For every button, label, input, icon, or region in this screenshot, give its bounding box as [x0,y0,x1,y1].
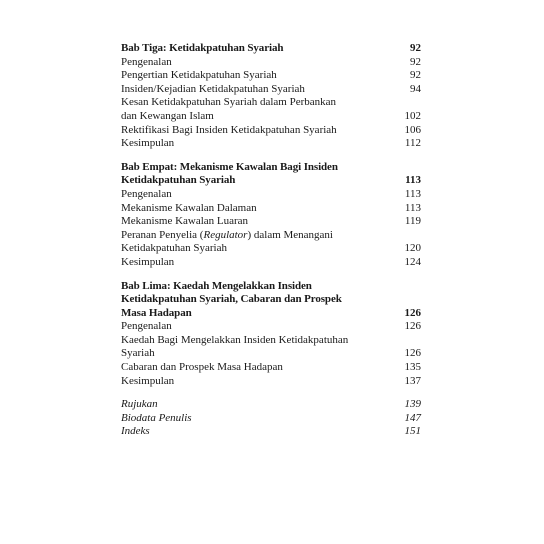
toc-entry [121,361,421,375]
toc-entry [121,188,421,202]
toc-entry [121,375,421,389]
chapter-title: Bab Lima: Kaedah Mengelakkan Insiden Ketidakpatuhan Syariah, Cabaran dan Prospek Masa Hadapan [121,279,342,319]
entry-title: Peranan Penyelia (Regulator) dalam Menangani Ketidakpatuhan Syariah [121,228,333,255]
entry-title: Indeks [121,425,150,438]
entry-page-number: 126 [404,320,421,333]
entry-title: Rujukan [121,398,158,411]
toc-entry [121,334,421,361]
entry-title: Insiden/Kejadian Ketidakpatuhan Syariah [121,82,305,95]
toc-entry [121,202,421,216]
back-matter-entry [121,425,421,439]
entry-page-number: 135 [404,361,421,374]
entry-page-number: 112 [404,137,421,150]
entry-title: Biodata Penulis [121,411,192,424]
toc-entry [121,137,421,151]
toc-entry [121,256,421,270]
back-matter-entry [121,398,421,412]
entry-title: Pengenalan [121,55,172,68]
toc-entry [121,56,421,70]
entry-page-number: 102 [404,109,421,122]
toc-entry [121,69,421,83]
entry-title: Pengertian Ketidakpatuhan Syariah [121,69,277,82]
entry-title: Cabaran dan Prospek Masa Hadapan [121,361,283,374]
chapter-title: Bab Tiga: Ketidakpatuhan Syariah [121,42,284,54]
table-of-contents [121,42,421,439]
chapter-5 [121,280,421,389]
chapter-heading [121,280,421,321]
entry-page-number: 119 [404,215,421,228]
chapter-3 [121,42,421,151]
entry-title: Mekanisme Kawalan Luaran [121,215,249,228]
entry-page-number: 137 [404,374,421,387]
entry-title: Kesimpulan [121,255,175,268]
entry-title: Kesimpulan [121,374,175,387]
entry-title: Kesimpulan [121,137,175,150]
entry-page-number: 151 [404,425,421,438]
entry-title: Rektifikasi Bagi Insiden Ketidakpatuhan Syariah [121,123,337,136]
entry-title: Kaedah Bagi Mengelakkan Insiden Ketidakpatuhan Syariah [121,333,349,360]
entry-page-number: 94 [410,82,421,95]
entry-title: Mekanisme Kawalan Dalaman [121,201,257,214]
emphasis-text: Regulator [203,228,248,241]
entry-page-number: 92 [410,69,421,82]
back-matter-entry [121,412,421,426]
entry-page-number: 92 [410,55,421,68]
toc-entry [121,96,421,123]
chapter-page-number: 113 [405,174,421,187]
chapter-4 [121,161,421,270]
entry-page-number: 113 [404,187,421,200]
entry-title: Kesan Ketidakpatuhan Syariah dalam Perbankan dan Kewangan Islam [121,96,337,122]
entry-page-number: 120 [404,242,421,255]
chapter-page-number: 92 [410,42,421,54]
chapter-title: Bab Empat: Mekanisme Kawalan Bagi Insiden Ketidakpatuhan Syariah [121,160,338,187]
back-matter [121,398,421,439]
entry-title: Pengenalan [121,187,172,200]
toc-entry [121,215,421,229]
entry-page-number: 139 [404,398,421,411]
chapter-page-number: 126 [404,306,421,319]
toc-entry [121,124,421,138]
entry-title: Pengenalan [121,320,172,333]
toc-entry [121,229,421,256]
toc-entry [121,83,421,97]
chapter-heading [121,42,421,56]
entry-page-number: 126 [404,347,421,360]
entry-page-number: 106 [404,123,421,136]
entry-page-number: 113 [404,201,421,214]
chapter-heading [121,161,421,188]
entry-page-number: 147 [404,411,421,424]
entry-page-number: 124 [404,255,421,268]
toc-entry [121,320,421,334]
